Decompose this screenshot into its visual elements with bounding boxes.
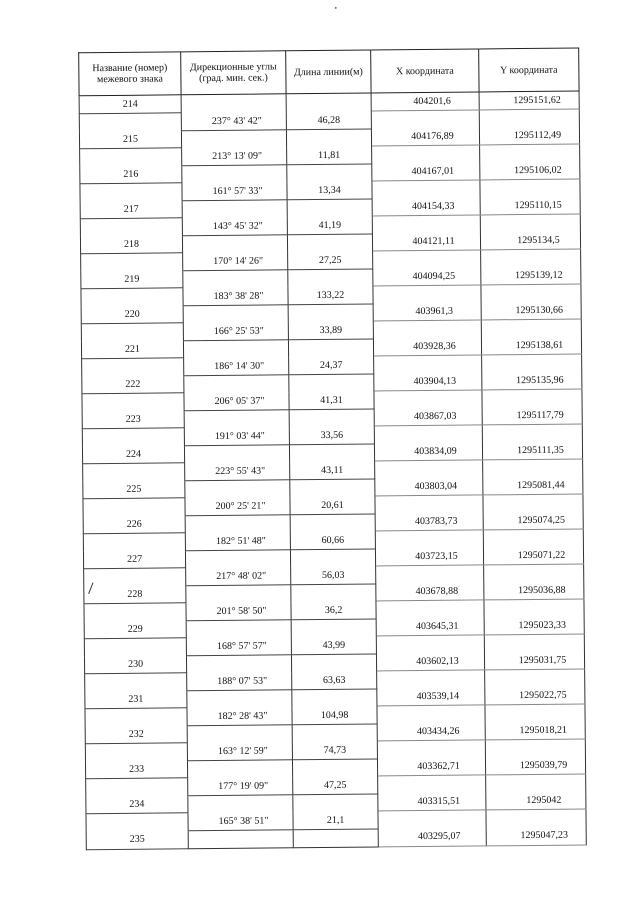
boundary-coordinates-table: [78, 47, 587, 849]
direction-angle-cell: 191° 03' 44": [184, 427, 289, 446]
y-coordinate-cell: 1295036,88: [484, 581, 584, 599]
point-name-cell: 234: [86, 795, 188, 813]
empty-cell: [484, 564, 584, 582]
empty-cell: [182, 234, 287, 253]
empty-cell: [483, 494, 583, 512]
empty-cell: [184, 444, 289, 463]
line-length-cell: 11,81: [287, 146, 372, 164]
direction-angle-cell: 201° 58' 50": [186, 602, 291, 621]
empty-cell: [288, 268, 373, 286]
empty-cell: [373, 320, 481, 339]
empty-cell: [482, 354, 582, 372]
point-name-cell: 235: [86, 830, 188, 849]
direction-angle-cell: 206° 05' 37": [184, 392, 289, 411]
direction-angle-cell: 143° 45' 32": [182, 217, 287, 236]
empty-cell: [82, 428, 184, 446]
y-coordinate-cell: 1295110,15: [480, 196, 580, 214]
empty-cell: [86, 778, 188, 796]
empty-cell: [481, 319, 581, 337]
empty-cell: [480, 214, 580, 232]
scan-speck: [335, 7, 337, 9]
direction-angle-cell: 183° 38' 28": [183, 287, 288, 306]
line-length-cell: 33,56: [289, 426, 374, 444]
point-name-cell: 225: [83, 480, 185, 498]
empty-cell: [186, 654, 291, 673]
empty-cell: [482, 389, 582, 407]
empty-cell: [291, 618, 376, 636]
empty-cell: [481, 249, 581, 267]
line-length-cell: 56,03: [291, 566, 376, 584]
empty-cell: [290, 478, 375, 496]
x-coordinate-cell: 403362,71: [377, 757, 485, 776]
direction-angle-cell: 182° 51' 48": [185, 532, 290, 551]
point-name-cell: 222: [82, 375, 184, 393]
direction-angle-cell: 182° 28' 43": [187, 707, 292, 726]
empty-cell: [292, 723, 377, 741]
empty-cell: [81, 253, 183, 271]
x-coordinate-cell: 403539,14: [377, 687, 485, 706]
empty-cell: [372, 215, 480, 234]
x-coordinate-cell: 403867,03: [374, 407, 482, 426]
point-name-cell: 231: [85, 690, 187, 708]
direction-angle-cell: 161° 57' 33": [182, 182, 287, 201]
header-y-coordinate: Y координата: [479, 48, 579, 92]
direction-angle-cell: 200° 25' 21": [185, 497, 290, 516]
line-length-cell: 104,98: [292, 706, 377, 724]
y-coordinate-cell: 1295047,23: [486, 826, 586, 845]
empty-cell: [182, 199, 287, 218]
table-header-row: [79, 48, 579, 96]
empty-cell: [81, 323, 183, 341]
empty-cell: [376, 565, 484, 584]
empty-cell: [484, 599, 584, 617]
point-name-cell: 221: [81, 340, 183, 358]
point-name-cell: 214: [79, 95, 181, 114]
empty-cell: [293, 828, 378, 847]
direction-angle-cell: 188° 07' 53": [187, 672, 292, 691]
empty-cell: [480, 179, 580, 197]
empty-cell: [84, 603, 186, 621]
empty-cell: [374, 390, 482, 409]
header-line-length: Длина линии(м): [286, 50, 371, 94]
line-length-cell: 133,22: [288, 286, 373, 304]
empty-cell: [374, 355, 482, 374]
line-length-cell: 47,25: [293, 776, 378, 794]
header-direction-angle: Дирекционные углы (град. мин. сек.): [181, 51, 286, 95]
x-coordinate-cell: 404176,89: [371, 127, 479, 146]
y-coordinate-cell: 1295071,22: [483, 546, 583, 564]
point-name-cell: 219: [81, 270, 183, 288]
empty-cell: [181, 129, 286, 148]
point-name-cell: 220: [81, 305, 183, 323]
empty-cell: [290, 548, 375, 566]
y-coordinate-cell: 1295074,25: [483, 511, 583, 529]
empty-cell: [484, 634, 584, 652]
line-length-cell: 63,63: [292, 671, 377, 689]
y-coordinate-cell: 1295023,33: [484, 616, 584, 634]
empty-cell: [377, 670, 485, 689]
y-coordinate-cell: 1295106,02: [480, 161, 580, 179]
empty-cell: [80, 218, 182, 236]
point-name-cell: 224: [82, 445, 184, 463]
empty-cell: [377, 705, 485, 724]
x-coordinate-cell: 403928,36: [373, 337, 481, 356]
empty-cell: [183, 269, 288, 288]
y-coordinate-cell: 1295018,21: [485, 721, 585, 739]
empty-cell: [482, 424, 582, 442]
empty-cell: [375, 530, 483, 549]
line-length-cell: 21,1: [293, 811, 378, 829]
x-coordinate-cell: 403723,15: [375, 547, 483, 566]
direction-angle-cell: 237° 43' 42": [181, 112, 286, 131]
y-coordinate-cell: 1295031,75: [484, 651, 584, 669]
empty-cell: [84, 638, 186, 656]
empty-cell: [292, 758, 377, 776]
empty-cell: [80, 183, 182, 201]
x-coordinate-cell: 403783,73: [375, 512, 483, 531]
point-name-cell: 229: [84, 620, 186, 638]
point-name-cell: 215: [79, 130, 181, 148]
empty-cell: [83, 533, 185, 551]
line-length-cell: 60,66: [290, 531, 375, 549]
empty-cell: [185, 549, 290, 568]
empty-cell: [187, 759, 292, 778]
direction-angle-cell: 163° 12' 59": [187, 742, 292, 761]
empty-cell: [290, 513, 375, 531]
empty-cell: [286, 128, 371, 146]
y-coordinate-cell: 1295130,66: [481, 301, 581, 319]
x-coordinate-cell: 403295,07: [378, 827, 486, 846]
empty-cell: [291, 583, 376, 601]
empty-cell: [372, 145, 480, 164]
empty-cell: [376, 635, 484, 654]
y-coordinate-cell: 1295022,75: [485, 686, 585, 704]
empty-cell: [182, 164, 287, 183]
x-coordinate-cell: 404167,01: [372, 162, 480, 181]
empty-cell: [289, 373, 374, 391]
line-length-cell: 74,73: [292, 741, 377, 759]
empty-cell: [486, 774, 586, 792]
y-coordinate-cell: 1295117,79: [482, 406, 582, 424]
direction-angle-cell: 166° 25' 53": [183, 322, 288, 341]
point-name-cell: 223: [82, 410, 184, 428]
x-coordinate-cell: 403904,13: [374, 372, 482, 391]
line-length-cell: 13,34: [287, 181, 372, 199]
header-point-name: Название (номер) межевого знака: [79, 52, 181, 96]
empty-cell: [185, 514, 290, 533]
empty-cell: [83, 498, 185, 516]
empty-cell: [86, 813, 188, 831]
line-length-cell: 41,19: [287, 216, 372, 234]
y-coordinate-cell: 1295112,49: [479, 126, 579, 144]
empty-cell: [480, 144, 580, 162]
x-coordinate-cell: 404094,25: [373, 267, 481, 286]
line-length-cell: 43,11: [290, 461, 375, 479]
line-length-cell: 33,89: [288, 321, 373, 339]
direction-angle-cell: 223° 55' 43": [185, 462, 290, 481]
empty-cell: [293, 793, 378, 811]
empty-cell: [80, 148, 182, 166]
empty-cell: [183, 339, 288, 358]
empty-cell: [288, 303, 373, 321]
point-name-cell: 227: [83, 550, 185, 568]
empty-cell: [287, 233, 372, 251]
y-coordinate-cell: 1295139,12: [481, 266, 581, 284]
x-coordinate-cell: 403961,3: [373, 302, 481, 321]
empty-cell: [186, 584, 291, 603]
point-name-cell: 230: [84, 655, 186, 673]
empty-cell: [83, 463, 185, 481]
empty-cell: [79, 113, 181, 131]
empty-cell: [289, 408, 374, 426]
empty-cell: [485, 704, 585, 722]
empty-cell: [481, 284, 581, 302]
empty-cell: [286, 93, 371, 112]
empty-cell: [186, 619, 291, 638]
x-coordinate-cell: 403834,09: [374, 442, 482, 461]
x-coordinate-cell: 403315,51: [378, 792, 486, 811]
empty-cell: [289, 443, 374, 461]
y-coordinate-cell: 1295151,62: [479, 91, 579, 110]
empty-cell: [181, 94, 286, 113]
empty-cell: [287, 163, 372, 181]
direction-angle-cell: 165° 38' 51": [188, 812, 293, 831]
empty-cell: [185, 479, 290, 498]
x-coordinate-cell: 404121,11: [372, 232, 480, 251]
empty-cell: [183, 304, 288, 323]
empty-cell: [485, 739, 585, 757]
empty-cell: [375, 460, 483, 479]
empty-cell: [85, 673, 187, 691]
point-name-cell: 226: [83, 515, 185, 533]
x-coordinate-cell: 403645,31: [376, 617, 484, 636]
header-x-coordinate: X координата: [371, 49, 479, 93]
empty-cell: [187, 724, 292, 743]
empty-cell: [378, 775, 486, 794]
empty-cell: [378, 810, 486, 829]
point-name-cell: 217: [80, 200, 182, 218]
y-coordinate-cell: 1295042: [486, 791, 586, 809]
y-coordinate-cell: 1295039,79: [485, 756, 585, 774]
line-length-cell: 46,28: [286, 111, 371, 129]
line-length-cell: 43,99: [291, 636, 376, 654]
empty-cell: [287, 198, 372, 216]
empty-cell: [372, 180, 480, 199]
direction-angle-cell: 213° 13' 09": [182, 147, 287, 166]
empty-cell: [375, 495, 483, 514]
empty-cell: [374, 425, 482, 444]
y-coordinate-cell: 1295135,96: [482, 371, 582, 389]
x-coordinate-cell: 403434,26: [377, 722, 485, 741]
empty-cell: [486, 809, 586, 827]
x-coordinate-cell: 404154,33: [372, 197, 480, 216]
x-coordinate-cell: 403678,88: [376, 582, 484, 601]
point-name-cell: 232: [85, 725, 187, 743]
x-coordinate-cell: 404201,6: [371, 92, 479, 111]
x-coordinate-cell: 403602,13: [376, 652, 484, 671]
empty-cell: [485, 669, 585, 687]
direction-angle-cell: 170° 14' 26": [183, 252, 288, 271]
y-coordinate-cell: 1295134,5: [480, 231, 580, 249]
empty-cell: [371, 110, 479, 129]
table-row: [86, 826, 586, 849]
empty-cell: [187, 689, 292, 708]
y-coordinate-cell: 1295111,35: [482, 441, 582, 459]
empty-cell: [483, 459, 583, 477]
empty-cell: [483, 529, 583, 547]
empty-cell: [184, 374, 289, 393]
empty-cell: [188, 829, 293, 848]
x-coordinate-cell: 403803,04: [375, 477, 483, 496]
line-length-cell: 27,25: [288, 251, 373, 269]
y-coordinate-cell: 1295081,44: [483, 476, 583, 494]
line-length-cell: 20,61: [290, 496, 375, 514]
direction-angle-cell: 186° 14' 30": [184, 357, 289, 376]
point-name-cell: 233: [85, 760, 187, 778]
line-length-cell: 24,37: [289, 356, 374, 374]
empty-cell: [376, 600, 484, 619]
empty-cell: [377, 740, 485, 759]
empty-cell: [81, 288, 183, 306]
point-name-cell: 218: [80, 235, 182, 253]
line-length-cell: 41,31: [289, 391, 374, 409]
empty-cell: [373, 285, 481, 304]
empty-cell: [82, 393, 184, 411]
direction-angle-cell: 168° 57' 57": [186, 637, 291, 656]
point-name-cell: 228: [84, 585, 186, 603]
empty-cell: [85, 743, 187, 761]
empty-cell: [85, 708, 187, 726]
direction-angle-cell: 177° 19' 09": [188, 777, 293, 796]
empty-cell: [184, 409, 289, 428]
empty-cell: [292, 688, 377, 706]
line-length-cell: 36,2: [291, 601, 376, 619]
empty-cell: [291, 653, 376, 671]
point-name-cell: 216: [80, 165, 182, 183]
empty-cell: [373, 250, 481, 269]
direction-angle-cell: 217° 48' 02": [186, 567, 291, 586]
empty-cell: [84, 568, 186, 586]
empty-cell: [479, 109, 579, 127]
empty-cell: [288, 338, 373, 356]
empty-cell: [82, 358, 184, 376]
y-coordinate-cell: 1295138,61: [481, 336, 581, 354]
table-body: [79, 91, 586, 849]
empty-cell: [188, 794, 293, 813]
